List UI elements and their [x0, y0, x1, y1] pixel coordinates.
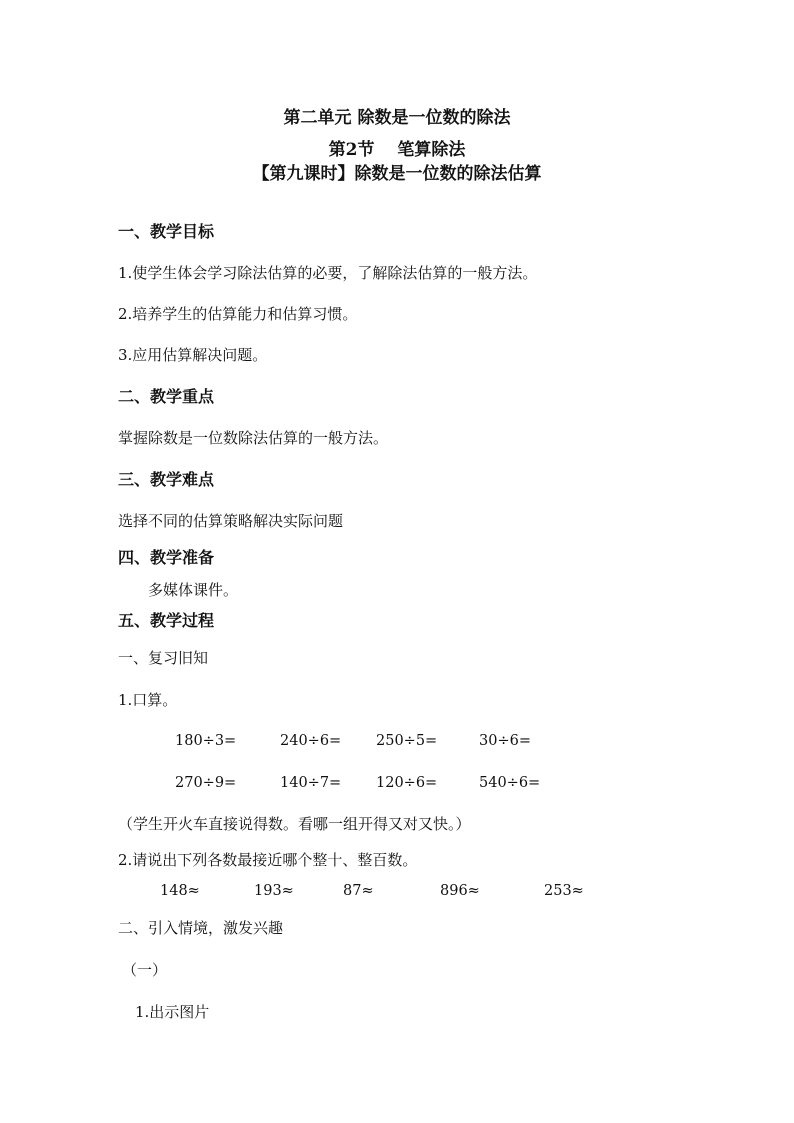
key-points-text: 掌握除数是一位数除法估算的一般方法。 — [118, 429, 389, 447]
oral-note: （学生开火车直接说得数。看哪一组开得又对又快。） — [118, 815, 471, 833]
oral-problem: 140÷7= — [280, 775, 342, 791]
intro-title: 二、引入情境，激发兴趣 — [118, 919, 284, 937]
goal-item: 2.培养学生的估算能力和估算习惯。 — [118, 305, 358, 323]
key-points-heading: 二、教学重点 — [118, 387, 215, 406]
oral-problem: 240÷6= — [280, 733, 342, 749]
process-heading: 五、教学过程 — [118, 611, 215, 630]
preparation-text: 多媒体课件。 — [148, 581, 239, 599]
intro-part: （一） — [122, 961, 168, 979]
goal-item: 3.应用估算解决问题。 — [118, 346, 268, 364]
preparation-heading: 四、教学准备 — [118, 548, 215, 567]
lesson-title: 【第九课时】除数是一位数的除法估算 — [252, 164, 542, 184]
approx-item: 253≈ — [544, 883, 584, 899]
approx-label: 2.请说出下列各数最接近哪个整十、整百数。 — [118, 851, 418, 869]
oral-problem: 250÷5= — [376, 733, 438, 749]
approx-item: 148≈ — [160, 883, 200, 899]
oral-label: 1.口算。 — [118, 691, 178, 709]
goal-item: 1.使学生体会学习除法估算的必要，了解除法估算的一般方法。 — [118, 264, 538, 282]
difficulties-text: 选择不同的估算策略解决实际问题 — [118, 512, 344, 530]
goals-heading: 一、教学目标 — [118, 222, 215, 241]
intro-step: 1.出示图片 — [135, 1003, 210, 1021]
section-title: 第2节 笔算除法 — [328, 140, 466, 160]
oral-problem: 270÷9= — [175, 775, 237, 791]
oral-problem: 540÷6= — [479, 775, 541, 791]
approx-item: 193≈ — [254, 883, 294, 899]
oral-problem: 120÷6= — [376, 775, 438, 791]
unit-title: 第二单元 除数是一位数的除法 — [283, 108, 511, 128]
oral-problem: 30÷6= — [479, 733, 531, 749]
approx-item: 896≈ — [440, 883, 480, 899]
review-title: 一、复习旧知 — [118, 649, 209, 667]
approx-item: 87≈ — [343, 883, 374, 899]
oral-problem: 180÷3= — [175, 733, 237, 749]
difficulties-heading: 三、教学难点 — [118, 470, 215, 489]
